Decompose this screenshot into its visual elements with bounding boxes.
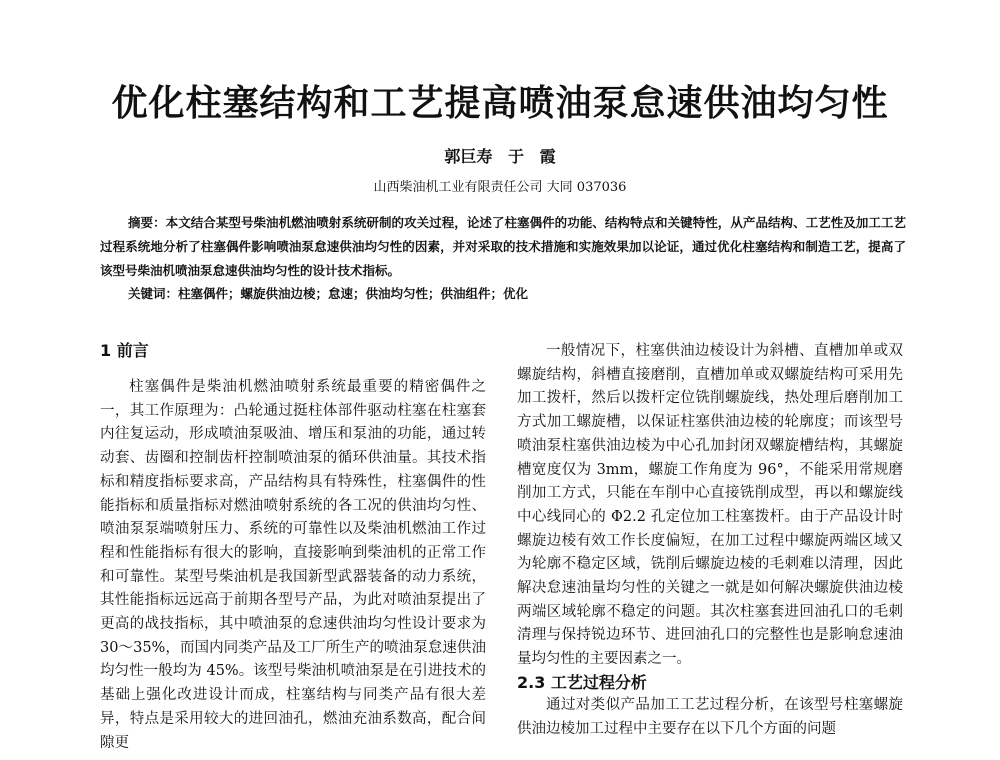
keywords: [100, 282, 906, 306]
affiliation: 山西柴油机工业有限责任公司 大同 037036: [373, 180, 627, 195]
paper-title: 优化柱塞结构和工艺提高喷油泵怠速供油均匀性: [111, 83, 889, 124]
structure-paragraph: 一般情况下，柱塞供油边棱设计为斜槽、直槽加单或双螺旋结构，斜槽直接磨削，直槽加单或双螺旋结构可采用先加工拨杆，然后以拨杆定位铣削螺旋线，热处理后磨削加工方式加工螺旋槽，以保证柱塞供油边棱的轮廓度；而该型号喷油泵柱塞供油边棱为中心孔加封闭双螺旋槽结构，其螺旋槽宽度仅为 3mm，螺旋工作角度为 96°，不能采用常规磨削加工方式，只能在车削中心直接铣削成型，再以和螺旋线中心线同心的 Φ2.2 孔定位加工柱塞拨杆。由于产品设计时螺旋边棱有效工作长度偏短，在加工过程中螺旋两端区域又为轮廓不稳定区域，铣削后螺旋边棱的毛刺难以清理，因此解决怠速油量均匀性的关键之一就是如何解决螺旋供油边棱两端区域轮廓不稳定的问题。其次柱塞套进回油孔口的毛刺清理与保持锐边环节、进回油孔口的完整性也是影响怠速油量均匀性的主要因素之一。: [517, 343, 903, 668]
authors: 郭巨寿 于 霞: [444, 147, 556, 166]
abstract: [100, 211, 906, 283]
left-column: [100, 340, 486, 755]
abstract-label: 摘要：: [128, 215, 166, 230]
keywords-label: 关键词：: [128, 286, 179, 301]
section-heading-process-analysis: 2.3 工艺过程分析: [517, 672, 647, 692]
abstract-text: 本文结合某型号柴油机燃油喷射系统研制的攻关过程，论述了柱塞偶件的功能、结构特点和关键特性，从产品结构、工艺性及加工工艺过程系统地分析了柱塞偶件影响喷油泵怠速供油均匀性的因素，并对采取的技术措施和实施效果加以论证，通过优化柱塞结构和制造工艺，提高了该型号柴油机喷油泵怠速供油均匀性的设计技术指标。: [100, 215, 906, 278]
section-heading-introduction: 1 前言: [100, 341, 149, 360]
keywords-text: 柱塞偶件；螺旋供油边棱；怠速；供油均匀性；供油组件；优化: [178, 286, 529, 301]
right-column: [517, 340, 903, 741]
process-analysis-paragraph: 通过对类似产品加工工艺过程分析，在该型号柱塞螺旋供油边棱加工过程中主要存在以下几个方面的问题: [517, 696, 903, 737]
introduction-paragraph: 柱塞偶件是柴油机燃油喷射系统最重要的精密偶件之一，其工作原理为：凸轮通过挺柱体部件驱动柱塞在柱塞套内往复运动，形成喷油泵吸油、增压和泵油的功能，通过转动套、齿圈和控制齿杆控制喷油泵的循环供油量。其技术指标和精度指标要求高，产品结构具有特殊性，柱塞偶件的性能指标和质量指标对燃油喷射系统的各工况的供油均匀性、喷油泵泵端喷射压力、系统的可靠性以及柴油机燃油工作过程和性能指标有很大的影响，直接影响到柴油机的正常工作和可靠性。某型号柴油机是我国新型武器装备的动力系统，其性能指标远远高于前期各型号产品，为此对喷油泵提出了更高的战技指标，其中喷油泵的怠速供油均匀性设计要求为 30～35%，而国内同类产品及工厂所生产的喷油泵怠速供油均匀性一般均为 45%。该型号柴油机喷油泵是在引进技术的基础上强化改进设计而成，柱塞结构与同类产品有很大差异，特点是采用较大的进回油孔，燃油充油系数高，配合间隙更: [100, 379, 486, 751]
